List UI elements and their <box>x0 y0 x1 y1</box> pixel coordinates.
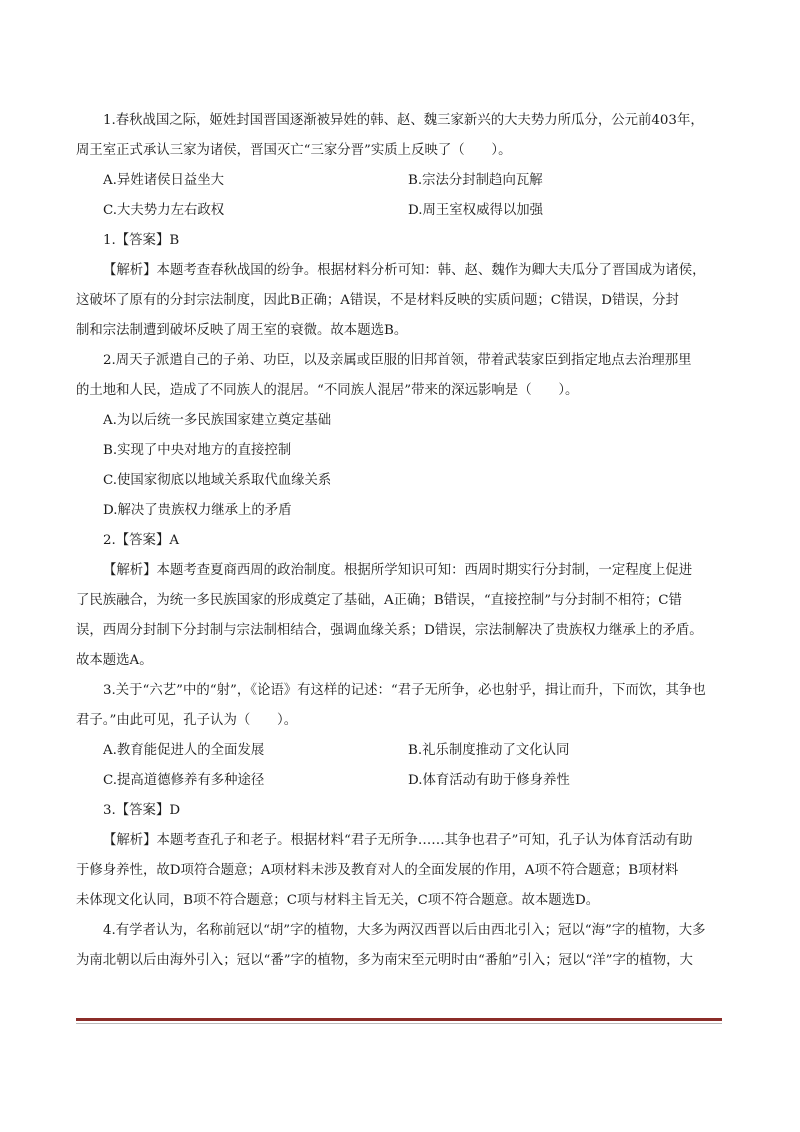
option-b: B.礼乐制度推动了文化认同 <box>408 743 570 758</box>
analysis-line: 于修身养性，故D项符合题意；A项材料未涉及教育对人的全面发展的作用，A项不符合题意；B项材料 <box>76 863 679 878</box>
question-4 <box>76 916 722 976</box>
question-stem-line: 1.春秋战国之际，姬姓封国晋国逐渐被异姓的韩、赵、魏三家新兴的大夫势力所瓜分，公元前403年， <box>103 113 704 128</box>
option-d: D.周王室权威得以加强 <box>408 203 544 218</box>
analysis-line: 制和宗法制遭到破坏反映了周王室的衰微。故本题选B。 <box>76 323 408 338</box>
options-row <box>76 166 722 196</box>
option-d: D.体育活动有助于修身养性 <box>408 773 570 788</box>
document-page <box>76 106 722 976</box>
question-stem-line: 君子。”由此可见，孔子认为（ ）。 <box>76 713 298 728</box>
option-c: C.提高道德修养有多种途径 <box>103 773 265 788</box>
answer-line: 1.【答案】B <box>103 233 180 248</box>
option-b: B.宗法分封制趋向瓦解 <box>408 173 543 188</box>
analysis-line: 了民族融合，为统一多民族国家的形成奠定了基础，A正确；B错误，“直接控制”与分封制不相符；C错 <box>76 593 682 608</box>
question-stem-line: 为南北朝以后由海外引入；冠以“番”字的植物，多为南宋至元明时由“番舶”引入；冠以“洋”字的植物，大 <box>76 953 693 968</box>
question-stem-line: 2.周天子派遣自己的子弟、功臣，以及亲属或臣服的旧邦首领，带着武装家臣到指定地点去治理那里 <box>103 353 692 368</box>
analysis-line: 故本题选A。 <box>76 653 153 668</box>
option-a: A.教育能促进人的全面发展 <box>103 743 265 758</box>
question-stem-line: 3.关于“六艺”中的“射”，《论语》有这样的记述：“君子无所争，必也射乎，揖让而升，下而饮，其争也 <box>103 683 706 698</box>
option-c: C.大夫势力左右政权 <box>103 203 225 218</box>
answer-line: 2.【答案】A <box>103 533 180 548</box>
analysis-line: 【解析】本题考查孔子和老子。根据材料“君子无所争……其争也君子”可知，孔子认为体育活动有助 <box>103 833 693 848</box>
option-a: A.异姓诸侯日益坐大 <box>103 173 225 188</box>
question-3 <box>76 676 722 916</box>
footer-rule <box>76 1018 722 1021</box>
analysis-line: 【解析】本题考查春秋战国的纷争。根据材料分析可知：韩、赵、魏作为卿大夫瓜分了晋国成为诸侯， <box>103 263 706 278</box>
options-row <box>76 196 722 226</box>
question-1 <box>76 106 722 346</box>
option-b: B.实现了中央对地方的直接控制 <box>103 443 292 458</box>
analysis-line: 误，西周分封制下分封制与宗法制相结合，强调血缘关系；D错误，宗法制解决了贵族权力继承上的矛盾。 <box>76 623 703 638</box>
analysis-line: 【解析】本题考查夏商西周的政治制度。根据所学知识可知：西周时期实行分封制，一定程度上促进 <box>103 563 693 578</box>
options-row <box>76 736 722 766</box>
question-stem-line: 4.有学者认为，名称前冠以“胡”字的植物，大多为两汉西晋以后由西北引入；冠以“海”字的植物，大多 <box>103 923 706 938</box>
question-2 <box>76 346 722 676</box>
analysis-line: 未体现文化认同，B项不符合题意；C项与材料主旨无关，C项不符合题意。故本题选D。 <box>76 893 600 908</box>
answer-line: 3.【答案】D <box>103 803 181 818</box>
option-a: A.为以后统一多民族国家建立奠定基础 <box>103 413 332 428</box>
analysis-line: 这破坏了原有的分封宗法制度，因此B正确；A错误，不是材料反映的实质问题；C错误，D错误，分封 <box>76 293 679 308</box>
question-stem-line: 周王室正式承认三家为诸侯，晋国灭亡“三家分晋”实质上反映了（ ）。 <box>76 143 512 158</box>
footer-rule-thin <box>76 1023 722 1024</box>
question-stem-line: 的土地和人民，造成了不同族人的混居。“不同族人混居”带来的深远影响是（ ）。 <box>76 383 579 398</box>
option-c: C.使国家彻底以地域关系取代血缘关系 <box>103 473 332 488</box>
options-row <box>76 766 722 796</box>
option-d: D.解决了贵族权力继承上的矛盾 <box>103 503 292 518</box>
